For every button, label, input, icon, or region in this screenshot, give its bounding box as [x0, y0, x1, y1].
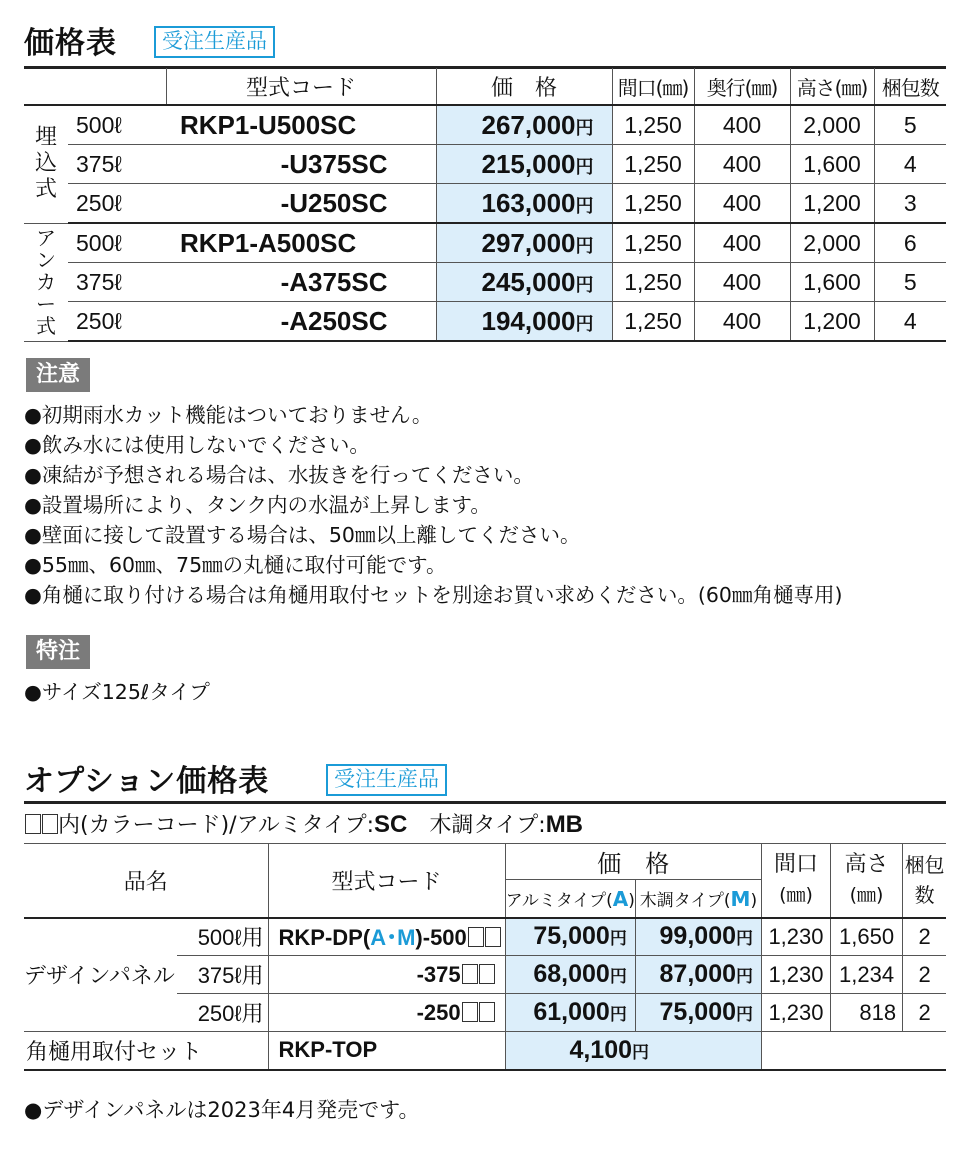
- header-price: 価 格: [505, 844, 761, 880]
- height: 1,200: [790, 302, 874, 342]
- table-row: [24, 105, 946, 145]
- color-code-note: 内(カラーコード)/アルミタイプ:SC 木調タイプ:MB: [24, 808, 583, 839]
- made-to-order-badge: 受注生産品: [154, 26, 275, 58]
- capacity: 375ℓ: [68, 263, 166, 302]
- price: 245,000円: [436, 263, 612, 302]
- aluminum-price: 75,000円: [505, 918, 635, 956]
- table-row: [24, 145, 946, 184]
- height: 1,600: [790, 145, 874, 184]
- price: 194,000円: [436, 302, 612, 342]
- capacity: 250ℓ: [68, 302, 166, 342]
- width: 1,250: [612, 145, 694, 184]
- capacity: 375ℓ: [68, 145, 166, 184]
- placeholder-box: [468, 927, 484, 947]
- height: 1,650: [830, 918, 902, 956]
- depth: 400: [694, 223, 790, 263]
- placeholder-box: [25, 814, 41, 834]
- table-row: [24, 1032, 946, 1070]
- header-pack-count: 梱包数: [874, 68, 946, 105]
- pack-count: 2: [903, 994, 946, 1032]
- pack-count: 4: [874, 302, 946, 342]
- aluminum-price: 61,000円: [505, 994, 635, 1032]
- special-order-label: 特注: [26, 635, 90, 669]
- width: 1,250: [612, 263, 694, 302]
- header-aluminum-type: アルミタイプ(A): [505, 880, 635, 918]
- design-panel-name: デザインパネル: [24, 918, 177, 1032]
- width: 1,250: [612, 302, 694, 342]
- model-code: RKP-DP(A･M)-500: [268, 918, 505, 956]
- capacity: 500ℓ: [68, 223, 166, 263]
- price-table-title: 価格表: [24, 26, 117, 61]
- depth: 400: [694, 184, 790, 224]
- price: 267,000円: [436, 105, 612, 145]
- table-row: [24, 263, 946, 302]
- list-item: ●飲み水には使用しないでください。: [24, 433, 370, 457]
- option-top-rule: [24, 801, 946, 804]
- header-width: 間口 (㎜): [762, 844, 831, 918]
- wood-price: 75,000円: [635, 994, 761, 1032]
- depth: 400: [694, 263, 790, 302]
- depth: 400: [694, 105, 790, 145]
- pack-count: 5: [874, 105, 946, 145]
- list-item: ●初期雨水カット機能はついておりません。: [24, 403, 433, 427]
- model-code: RKP1-A500SC: [166, 223, 436, 263]
- list-item: ●壁面に接して設置する場合は、50㎜以上離してください。: [24, 523, 581, 547]
- list-item: ●55㎜、60㎜、75㎜の丸樋に取付可能です。: [24, 553, 447, 577]
- list-item: ●凍結が予想される場合は、水抜きを行ってください。: [24, 463, 534, 487]
- model-code: RKP-TOP: [268, 1032, 505, 1070]
- price: 215,000円: [436, 145, 612, 184]
- width: 1,250: [612, 223, 694, 263]
- height: 1,234: [830, 956, 902, 994]
- option-price-table: [24, 843, 946, 1071]
- placeholder-box: [479, 1002, 495, 1022]
- option-header-row: [24, 844, 946, 880]
- model-code: RKP1-U500SC: [166, 105, 436, 145]
- placeholder-box: [479, 964, 495, 984]
- category-buried: 埋 込 式: [24, 105, 68, 223]
- header-model-code: 型式コード: [166, 68, 436, 105]
- pack-count: 3: [874, 184, 946, 224]
- model-code: -250: [268, 994, 505, 1032]
- model-code: -U375SC: [166, 145, 436, 184]
- placeholder-box: [485, 927, 501, 947]
- header-wood-type: 木調タイプ(M): [635, 880, 761, 918]
- mount-set-price: 4,100円: [505, 1032, 761, 1070]
- category-anchor: ア ン カ ー 式: [24, 223, 68, 341]
- pack-count: 2: [903, 918, 946, 956]
- height: 2,000: [790, 105, 874, 145]
- width: 1,230: [762, 918, 831, 956]
- placeholder-box: [42, 814, 58, 834]
- price-table: [24, 68, 946, 342]
- mount-set-name: 角樋用取付セット: [24, 1032, 268, 1070]
- header-height: 高さ(㎜): [790, 68, 874, 105]
- pack-count: 6: [874, 223, 946, 263]
- pack-count: 4: [874, 145, 946, 184]
- width: 1,250: [612, 105, 694, 145]
- table-row: [24, 302, 946, 342]
- special-order-list: [24, 677, 210, 707]
- depth: 400: [694, 302, 790, 342]
- model-code: -375: [268, 956, 505, 994]
- wood-price: 99,000円: [635, 918, 761, 956]
- width: 1,230: [762, 956, 831, 994]
- caution-list: [24, 400, 842, 610]
- caution-label: 注意: [26, 358, 90, 392]
- header-price: 価 格: [436, 68, 612, 105]
- table-row: [24, 184, 946, 224]
- aluminum-price: 68,000円: [505, 956, 635, 994]
- table-row: [24, 918, 946, 956]
- capacity: 500ℓ: [68, 105, 166, 145]
- height: 1,600: [790, 263, 874, 302]
- header-height: 高さ (㎜): [830, 844, 902, 918]
- list-item: ●設置場所により、タンク内の水温が上昇します。: [24, 493, 491, 517]
- depth: 400: [694, 145, 790, 184]
- footer-note: ●デザインパネルは2023年4月発売です。: [24, 1098, 420, 1122]
- price: 163,000円: [436, 184, 612, 224]
- option-table-title: オプション価格表: [24, 764, 270, 799]
- price-table-header: [24, 68, 946, 105]
- model-code: -A250SC: [166, 302, 436, 342]
- model-code: -U250SC: [166, 184, 436, 224]
- height: 2,000: [790, 223, 874, 263]
- placeholder-box: [462, 964, 478, 984]
- table-row: [24, 223, 946, 263]
- pack-count: 5: [874, 263, 946, 302]
- list-item: ●サイズ125ℓタイプ: [24, 680, 210, 704]
- pack-count: 2: [903, 956, 946, 994]
- header-width: 間口(㎜): [612, 68, 694, 105]
- wood-price: 87,000円: [635, 956, 761, 994]
- height: 818: [830, 994, 902, 1032]
- header-item-name: 品名: [24, 844, 268, 918]
- header-pack-count: 梱包 数: [903, 844, 946, 918]
- capacity: 250ℓ: [68, 184, 166, 224]
- price: 297,000円: [436, 223, 612, 263]
- made-to-order-badge: 受注生産品: [326, 764, 447, 796]
- model-code: -A375SC: [166, 263, 436, 302]
- panel-size: 500ℓ用: [177, 918, 268, 956]
- panel-size: 250ℓ用: [177, 994, 268, 1032]
- header-depth: 奥行(㎜): [694, 68, 790, 105]
- panel-size: 375ℓ用: [177, 956, 268, 994]
- placeholder-box: [462, 1002, 478, 1022]
- width: 1,230: [762, 994, 831, 1032]
- header-model-code: 型式コード: [268, 844, 505, 918]
- height: 1,200: [790, 184, 874, 224]
- width: 1,250: [612, 184, 694, 224]
- list-item: ●角樋に取り付ける場合は角樋用取付セットを別途お買い求めください。(60㎜角樋専用): [24, 583, 843, 607]
